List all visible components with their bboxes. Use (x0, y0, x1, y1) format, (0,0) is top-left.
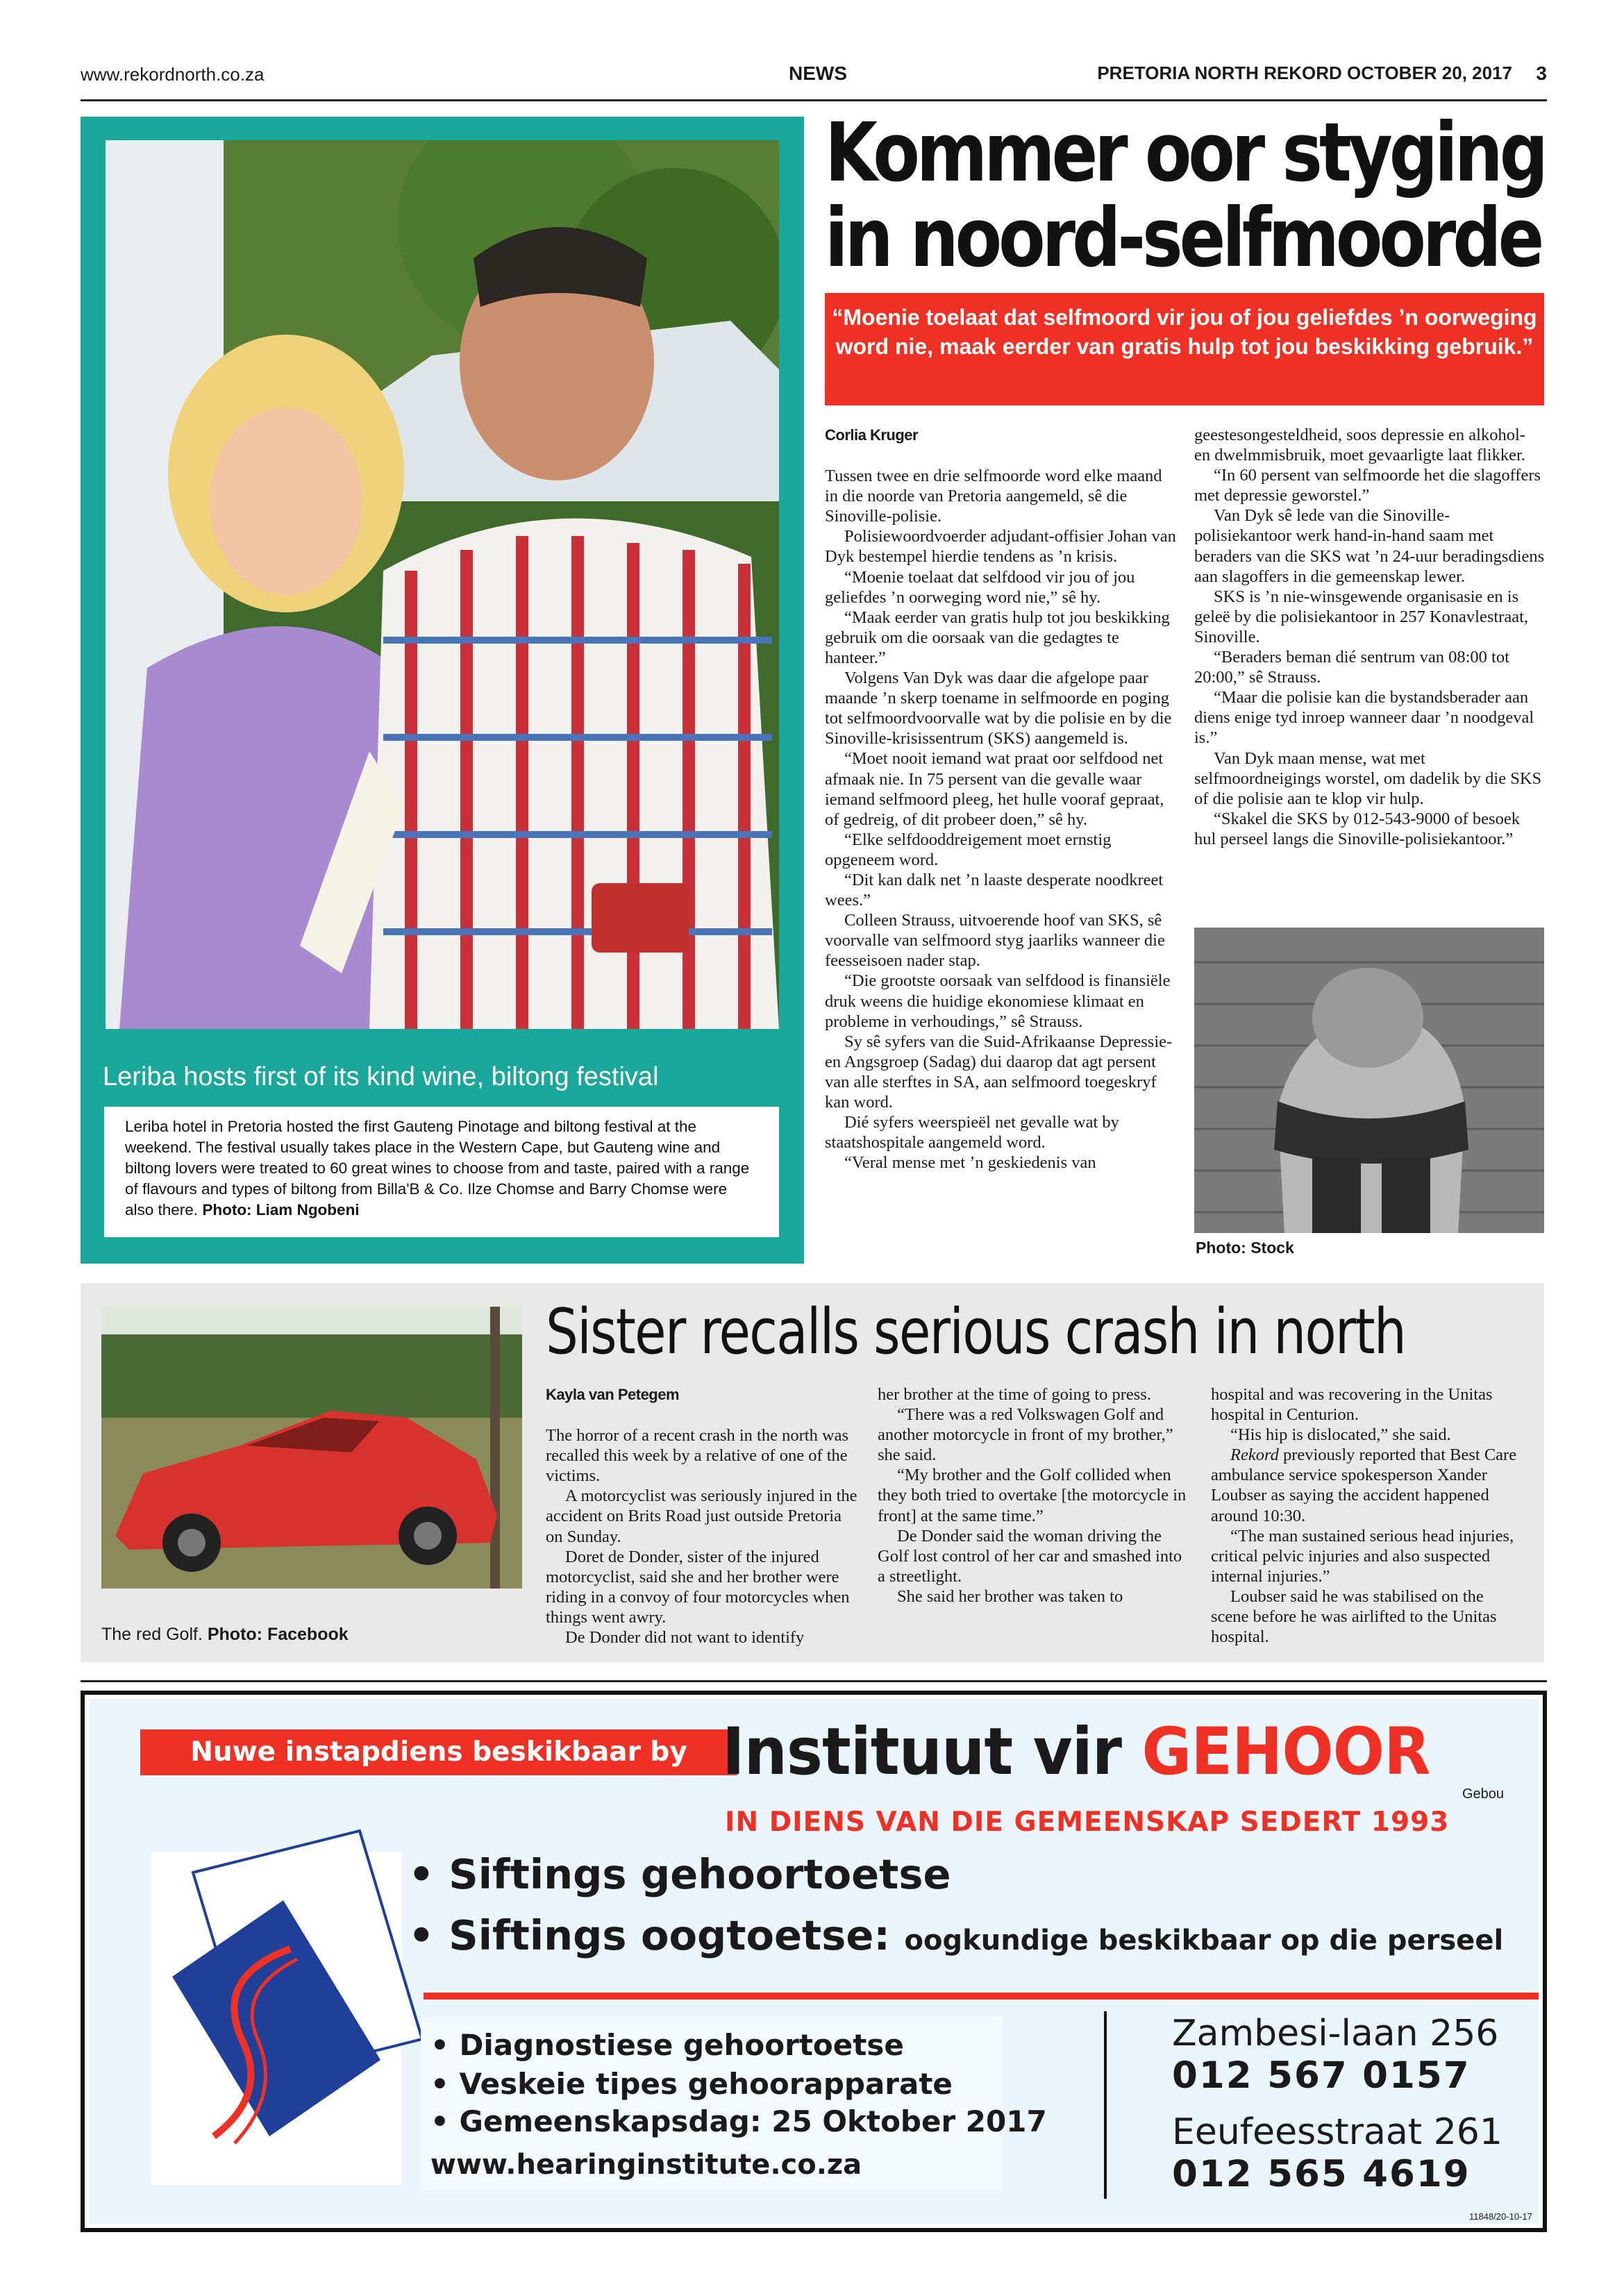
advert-service-list (421, 2017, 1047, 2190)
stock-photo-illustration (1194, 928, 1544, 1233)
list-item-label: Diagnostiese gehoortoetse (459, 2028, 904, 2062)
address-zambesi: Zambesi-laan 256 (1172, 2013, 1499, 2054)
article-paragraph: Van Dyk maan mense, wat met selfmoordneigings worstel, om dadelik by die SKS of die polisie aan te klop vir hulp. (1194, 748, 1542, 808)
crash-column-2 (878, 1384, 1190, 1607)
article-paragraph: “Skakel die SKS by 012-543-9000 of besoek hul perseel langs die Sinoville-polisiekantoor.” (1194, 809, 1520, 848)
crash-column-3 (1211, 1384, 1525, 1647)
article-paragraph: Polisiewoordvoerder adjudant-offisier Johan van Dyk bestempel hierdie tendens as ’n krisis. (825, 527, 1176, 567)
advert-divider (1104, 2011, 1107, 2199)
institute-since: IN DIENS VAN DIE GEMEENSKAP SEDERT 1993 (725, 1807, 1450, 1838)
article-paragraph: Volgens Van Dyk was daar die afgelope paar maande ’n skerp toename in selfmoorde en poging tot selfmoordvoorvalle wat by die polisie en by die Sinoville-krisissentrum (SKS) aangemeld is. (825, 669, 1172, 748)
address-eeufees: Eeufeesstraat 261 (1172, 2111, 1502, 2153)
main-article-column-1 (825, 425, 1176, 1173)
headline-line-1: Kommer oor styging (825, 105, 1546, 200)
page-header (81, 61, 1547, 101)
stock-photo-credit: Photo: Stock (1196, 1239, 1294, 1257)
article-paragraph: hospital and was recovering in the Unitas hospital in Centurion. (1211, 1385, 1493, 1425)
advert-red-rule (424, 1993, 1539, 2000)
service-note: oogkundige beskikbaar op die perseel (904, 1925, 1504, 1956)
byline: Corlia Kruger (825, 426, 919, 444)
crash-column-1 (546, 1384, 858, 1648)
institute-gebou: Gebou (1462, 1786, 1505, 1802)
advert-tagline: Nuwe instapdiens beskikbaar by (140, 1729, 737, 1775)
crash-photo-caption (101, 1625, 349, 1645)
advert-panel (89, 1699, 1539, 2224)
crash-caption-text: The red Golf. (101, 1625, 203, 1644)
main-headline (825, 105, 1546, 285)
article-paragraph (1211, 1445, 1525, 1525)
stock-photo (1194, 928, 1544, 1233)
article-paragraph: Tussen twee en drie selfmoorde word elke maand in die noorde van Pretoria aangemeld, sê die Sinoville-polisie. (825, 467, 1162, 526)
article-paragraph: She said her brother was taken to (897, 1586, 1123, 1606)
article-paragraph: “Elke selfdooddreigement moet ernstig opgeneem word. (825, 830, 1112, 869)
article-paragraph: geestesongesteldheid, soos depressie en alkohol- en dwelmmisbruik, moet gevaarligte laat flikker. (1194, 426, 1525, 465)
article-paragraph: “Moenie toelaat dat selfdood vir jou of jou geliefdes ’n oorweging word nie,” sê hy. (825, 567, 1135, 607)
advert-code: 11848/20-10-17 (1469, 2211, 1532, 2222)
festival-caption-text: Leriba hotel in Pretoria hosted the first Gauteng Pinotage and biltong festival at the weekend. The festival usually takes place in the Western Cape, but Gauteng wine and biltong lovers were treated to 60 great wines to choose from and taste, paired with a range of flavours and types of biltong from Billa'B & Co. Ilze Chomse and Barry Chomse were also there. (125, 1118, 750, 1218)
list-item-label: Gemeenskapsdag: 25 Oktober 2017 (459, 2104, 1047, 2138)
section-label: NEWS (789, 62, 847, 84)
festival-photo-credit: Photo: Liam Ngobeni (202, 1201, 360, 1218)
publication-date: PRETORIA NORTH REKORD OCTOBER 20, 2017 (1097, 62, 1512, 83)
crash-article (81, 1283, 1544, 1662)
phone-eeufees[interactable]: 012 565 4619 (1172, 2153, 1471, 2195)
pull-quote: “Moenie toelaat dat selfmoord vir jou of jou geliefdes ’n oorweging word nie, maak eerder van gratis hulp tot jou beskikking gebruik.” (825, 293, 1544, 405)
festival-photo-feature (81, 117, 804, 1264)
crash-headline: Sister recalls serious crash in north (546, 1296, 1406, 1368)
article-paragraph: Dié syfers weerspieël net gevalle wat by staatshospitale aangemeld word. (825, 1113, 1119, 1153)
article-paragraph: Van Dyk sê lede van die Sinoville-polisiekantoor werk hand-in-hand saam met beraders van die SKS wat ’n 24-uur beradingsdiens aan slagoffers in die gemeenskap lewer. (1194, 506, 1545, 586)
article-text: previously reported that Best Care ambulance service spokesperson Xander Loubser as saying the accident happened around 10:30. (1211, 1446, 1517, 1525)
main-article-column-2 (1194, 425, 1546, 849)
article-paragraph: “His hip is dislocated,” she said. (1230, 1425, 1451, 1445)
list-item-label: Veskeie tipes gehoorapparate (459, 2067, 953, 2101)
publication-name: Rekord (1230, 1446, 1279, 1465)
article-paragraph: SKS is ’n nie-winsgewende organisasie en is geleë by die polisiekantoor in 257 Konavlestraat, Sinoville. (1194, 587, 1529, 646)
phone-zambesi[interactable]: 012 567 0157 (1172, 2054, 1471, 2097)
advert-website[interactable]: www.hearinginstitute.co.za (430, 2149, 862, 2181)
service-label: Siftings oogtoetse: (449, 1911, 890, 1959)
festival-photo (106, 140, 779, 1029)
institute-name-part2: GEHOOR (1141, 1714, 1430, 1790)
article-paragraph: Loubser said he was stabilised on the scene before he was airlifted to the Unitas hospital. (1211, 1586, 1497, 1647)
article-paragraph: A motorcyclist was seriously injured in the accident on Brits Road just outside Pretoria on Sunday. (546, 1486, 857, 1546)
article-paragraph: De Donder did not want to identify (565, 1628, 805, 1648)
section-divider (81, 1680, 1547, 1682)
article-paragraph: “Veral mense met ’n geskiedenis van (844, 1153, 1096, 1173)
festival-caption (104, 1107, 779, 1237)
article-paragraph: “There was a red Volkswagen Golf and another motorcycle in front of my brother,” she said. (878, 1405, 1173, 1465)
article-paragraph: “Beraders beman dié sentrum van 08:00 tot 20:00,” sê Strauss. (1194, 648, 1509, 687)
crash-byline: Kayla van Petegem (546, 1386, 680, 1403)
site-url[interactable]: www.rekordnorth.co.za (81, 64, 265, 85)
crash-photo (101, 1307, 522, 1589)
article-paragraph: De Donder said the woman driving the Golf lost control of her car and smashed into a streetlight. (878, 1526, 1182, 1586)
article-paragraph: “Maak eerder van gratis hulp tot jou beskikking gebruik om die oorsaak van die gedagtes te hanteer.” (825, 607, 1170, 667)
list-item: • Diagnostiese gehoortoetse (430, 2028, 904, 2062)
article-paragraph: “Maar die polisie kan die bystandsberader aan diens enige tyd inroep wanneer daar ’n noodgeval is.” (1194, 688, 1534, 748)
crash-photo-illustration (101, 1307, 522, 1589)
institute-logo-icon (131, 1810, 450, 2199)
article-paragraph: Colleen Strauss, uitvoerende hoof van SKS, sê voorvalle van selfmoord styg jaarliks wanneer die feesseisoen nader stap. (825, 911, 1165, 971)
service-screening-eyes: • Siftings oogtoetse: oogkundige beskikbaar op die perseel (408, 1911, 1504, 1959)
article-paragraph: “Die grootste oorsaak van selfdood is finansiële druk weens die huidige ekonomiese klimaat en probleme in verhoudings,” sê Strauss. (825, 971, 1171, 1031)
article-paragraph: The horror of a recent crash in the north was recalled this week by a relative of one of the victims. (546, 1426, 849, 1486)
service-label: Siftings gehoortoetse (449, 1850, 951, 1898)
festival-photo-illustration (106, 140, 779, 1029)
article-paragraph: “The man sustained serious head injuries, critical pelvic injuries and also suspected internal injuries.” (1211, 1526, 1514, 1586)
crash-photo-credit: Photo: Facebook (207, 1625, 349, 1644)
article-paragraph: “Dit kan dalk net ’n laaste desperate noodkreet wees.” (825, 870, 1164, 910)
article-paragraph: “In 60 persent van selfmoorde het die slagoffers met depressie geworstel.” (1194, 466, 1541, 505)
article-paragraph: her brother at the time of going to press. (878, 1385, 1151, 1404)
page-number: 3 (1536, 62, 1547, 84)
institute-name (722, 1714, 1430, 1790)
article-paragraph: “My brother and the Golf collided when they both tried to overtake [the motorcycle in front] at the same time.” (878, 1466, 1187, 1525)
hearing-institute-advert (81, 1691, 1547, 2232)
headline-line-2: in noord-selfmoorde (825, 190, 1541, 285)
list-item: • Veskeie tipes gehoorapparate (430, 2067, 953, 2101)
institute-name-part1: Instituut vir (722, 1714, 1142, 1790)
article-paragraph: Doret de Donder, sister of the injured motorcyclist, said she and her brother were riding in a convoy of four motorcycles when things went awry. (546, 1547, 850, 1627)
list-item: • Gemeenskapsdag: 25 Oktober 2017 (430, 2104, 1047, 2138)
festival-caption-title: Leriba hosts first of its kind wine, biltong festival (103, 1062, 659, 1091)
service-screening-hearing: • Siftings gehoortoetse (408, 1850, 951, 1898)
article-paragraph: “Moet nooit iemand wat praat oor selfdood net afmaak nie. In 75 persent van die gevalle waar iemand selfmoord pleeg, het hulle vooraf gepraat, of gedreig, of dit probeer doen,” sê hy. (825, 749, 1164, 829)
article-paragraph: Sy sê syfers van die Suid-Afrikaanse Depressie- en Angsgroep (Sadag) dui daarop dat agt persent van alle sterftes in SA, aan selfmoord toegeskryf kan word. (825, 1032, 1173, 1112)
